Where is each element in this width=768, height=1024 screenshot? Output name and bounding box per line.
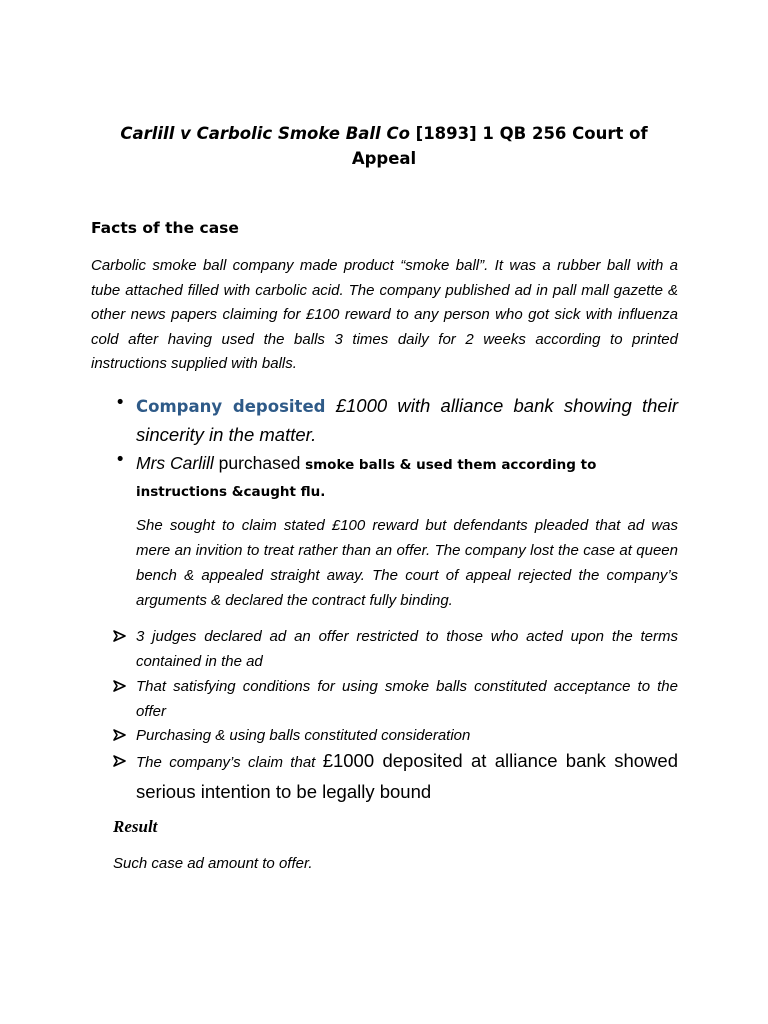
bullet-dot-icon: • — [115, 450, 126, 470]
bullet-verb: purchased — [213, 453, 301, 473]
arrow-point-4 — [136, 746, 678, 808]
bullet-highlight: Company deposited — [136, 397, 326, 416]
quote-paragraph: She sought to claim stated £100 reward but defendants pleaded that ad was mere an invition to treat rather than an offer. The company lost the case at queen bench & appealed straight away. The court of appeal rejected the company’s arguments & declared the contract fully binding. — [136, 517, 678, 609]
case-name: Carlill v Carbolic Smoke Ball Co — [120, 124, 410, 143]
arrow-bullet-icon — [113, 629, 127, 643]
bullet-text: smoke balls & used them according to instructions &caught flu. — [136, 457, 597, 500]
bullet-item-deposit — [136, 392, 678, 449]
bullet-name: Mrs Carlill — [136, 453, 214, 473]
bullet-text: £1000 with alliance bank showing their sincerity in the matter. — [136, 395, 678, 445]
arrow-point-3: Purchasing & using balls constituted consideration — [136, 727, 471, 744]
page-title — [90, 121, 678, 171]
bullet-dot-icon: • — [115, 393, 126, 413]
bullet-item-purchase — [136, 450, 678, 506]
arrow-point-4-emphasis: £1000 deposited at alliance bank showed serious intention to be legally bound — [136, 750, 678, 802]
arrow-bullet-icon — [113, 754, 127, 768]
arrow-point-4-lead: The company’s claim that — [136, 754, 323, 771]
result-heading: Result — [113, 817, 158, 836]
facts-heading: Facts of the case — [91, 219, 239, 237]
case-citation: [1893] 1 QB 256 Court of — [409, 124, 648, 143]
case-citation-line2: Appeal — [351, 149, 417, 168]
arrow-bullet-icon — [113, 679, 127, 693]
arrow-bullet-icon — [113, 728, 127, 742]
intro-paragraph: Carbolic smoke ball company made product “smoke ball”. It was a rubber ball with a tube attached filled with carbolic acid. The company published ad in pall mall gazette & other news papers claiming for £100 reward to any person who got sick with influenza cold after having used the balls 3 times daily for 2 weeks according to printed instructions supplied with balls. — [91, 257, 678, 372]
result-text: Such case ad amount to offer. — [113, 855, 313, 872]
arrow-point-2: That satisfying conditions for using smoke balls constituted acceptance to the offer — [136, 678, 678, 720]
arrow-point-1: 3 judges declared ad an offer restricted to those who acted upon the terms contained in the ad — [136, 628, 678, 670]
